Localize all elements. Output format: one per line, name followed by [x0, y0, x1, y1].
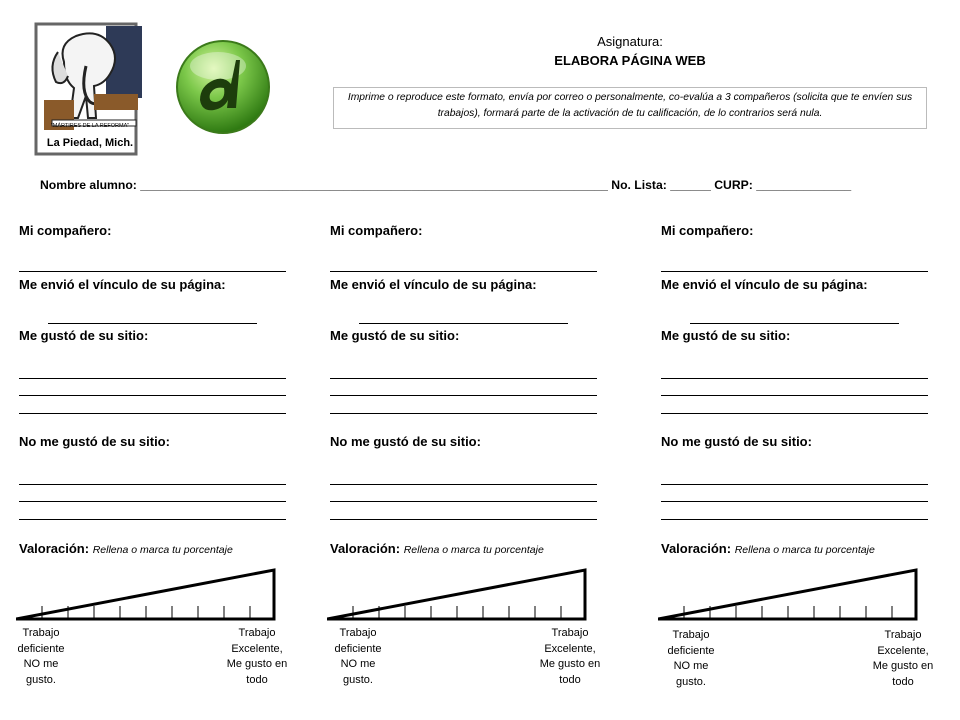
companion-label: Mi compañero:: [661, 223, 754, 238]
disliked-label: No me gustó de su sitio:: [661, 434, 812, 449]
rating-note: Rellena o marca tu porcentaje: [734, 544, 875, 556]
rating-label: [661, 541, 875, 556]
rating-title: Valoración:: [19, 541, 90, 556]
liked-line-1[interactable]: [19, 378, 286, 379]
school-logo-caption: La Piedad, Mich.: [46, 137, 134, 149]
disliked-line-1[interactable]: [19, 484, 286, 485]
rating-title: Valoración:: [661, 541, 732, 556]
liked-line-3[interactable]: [330, 413, 597, 414]
instructions-box: Imprime o reproduce este formato, envía por correo o personalmente, co-evalúa a 3 compañeros (solicita que te envíen sus trabajos), formará parte de la activación de tu calificación, de lo contrarios será nula.: [333, 87, 927, 129]
link-label: Me envió el vínculo de su página:: [19, 277, 226, 292]
disliked-label: No me gustó de su sitio:: [330, 434, 481, 449]
disliked-line-2[interactable]: [661, 501, 928, 502]
svg-text:"MÁRTIRES DE LA REFORMA": "MÁRTIRES DE LA REFORMA": [50, 123, 130, 129]
disliked-line-2[interactable]: [19, 501, 286, 502]
disliked-line-3[interactable]: [661, 519, 928, 520]
student-info-line[interactable]: Nombre alumno: _____________________________________________________________________ No. Lista: ______ CURP: ______________: [40, 178, 852, 192]
rating-scale[interactable]: [658, 564, 928, 624]
rating-triangle: [16, 570, 274, 619]
companion-line[interactable]: [330, 271, 597, 272]
low-caption: Trabajo deficiente NO me gusto.: [17, 627, 65, 686]
subject-label: Asignatura:: [597, 34, 663, 49]
disliked-line-1[interactable]: [661, 484, 928, 485]
rating-note: Rellena o marca tu porcentaje: [403, 544, 544, 556]
link-line[interactable]: [359, 323, 568, 324]
rating-title: Valoración:: [330, 541, 401, 556]
liked-line-3[interactable]: [661, 413, 928, 414]
disliked-line-1[interactable]: [330, 484, 597, 485]
disliked-label: No me gustó de su sitio:: [19, 434, 170, 449]
evaluation-column-1: [19, 0, 319, 720]
liked-line-2[interactable]: [330, 395, 597, 396]
liked-line-2[interactable]: [19, 395, 286, 396]
subject-title: ELABORA PÁGINA WEB: [554, 53, 706, 68]
rating-label: [330, 541, 544, 556]
rating-label: [19, 541, 233, 556]
high-caption: Trabajo Excelente, Me gusto en todo: [872, 629, 934, 688]
liked-line-1[interactable]: [330, 378, 597, 379]
link-line[interactable]: [48, 323, 257, 324]
high-caption: Trabajo Excelente, Me gusto en todo: [539, 627, 601, 686]
high-caption: Trabajo Excelente, Me gusto en todo: [226, 627, 288, 686]
low-caption: Trabajo deficiente NO me gusto.: [334, 627, 382, 686]
liked-line-3[interactable]: [19, 413, 286, 414]
rating-scale[interactable]: [327, 564, 597, 624]
liked-line-1[interactable]: [661, 378, 928, 379]
rating-triangle: [327, 570, 585, 619]
disliked-line-3[interactable]: [330, 519, 597, 520]
companion-line[interactable]: [19, 271, 286, 272]
evaluation-column-3: [661, 0, 960, 720]
companion-label: Mi compañero:: [19, 223, 112, 238]
liked-label: Me gustó de su sitio:: [330, 328, 460, 343]
companion-label: Mi compañero:: [330, 223, 423, 238]
companion-line[interactable]: [661, 271, 928, 272]
liked-label: Me gustó de su sitio:: [19, 328, 149, 343]
disliked-line-2[interactable]: [330, 501, 597, 502]
link-line[interactable]: [690, 323, 899, 324]
evaluation-column-2: [330, 0, 630, 720]
disliked-line-3[interactable]: [19, 519, 286, 520]
rating-note: Rellena o marca tu porcentaje: [92, 544, 233, 556]
liked-label: Me gustó de su sitio:: [661, 328, 791, 343]
rating-scale[interactable]: [16, 564, 286, 624]
rating-triangle: [658, 570, 916, 619]
link-label: Me envió el vínculo de su página:: [330, 277, 537, 292]
link-label: Me envió el vínculo de su página:: [661, 277, 868, 292]
low-caption: Trabajo deficiente NO me gusto.: [667, 629, 715, 688]
liked-line-2[interactable]: [661, 395, 928, 396]
